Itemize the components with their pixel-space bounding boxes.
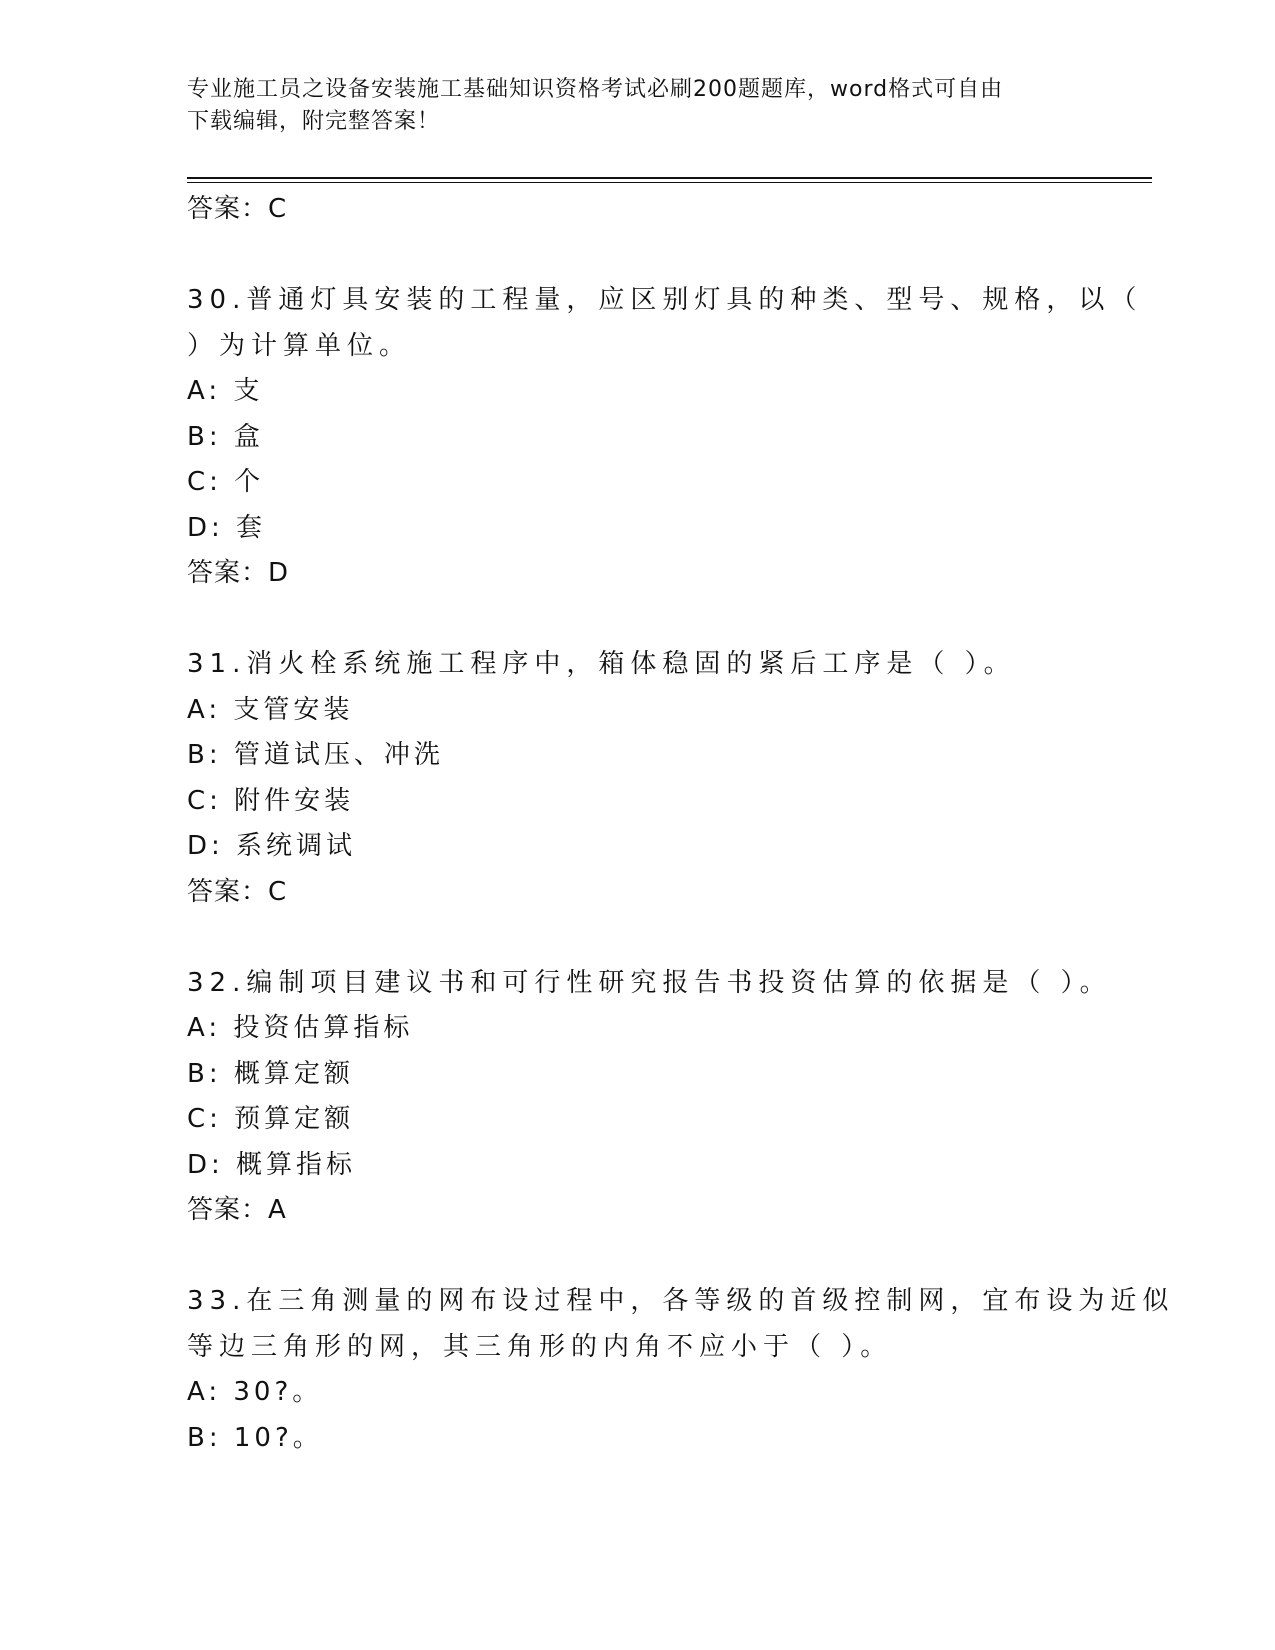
- question-31: [187, 642, 1087, 915]
- answer: 答案：C: [187, 876, 288, 907]
- option-a: A: 支管安装: [187, 694, 354, 725]
- header-title-line-2: 下载编辑，附完整答案！: [187, 109, 441, 134]
- option-c: C: 预算定额: [187, 1104, 355, 1134]
- option-b: B: 概算定额: [187, 1058, 354, 1089]
- question-text: 等边三角形的网，其三角形的内角不应小于（ ）。: [187, 1331, 893, 1362]
- option-d: D: 套: [187, 512, 267, 543]
- spacer: [187, 1234, 1087, 1280]
- option-c: C: 附件安装: [187, 785, 355, 816]
- question-text: 30.普通灯具安装的工程量，应区别灯具的种类、型号、规格，以（: [187, 285, 1143, 315]
- document-header: [187, 74, 1087, 138]
- question-33: [187, 1279, 1175, 1461]
- answer: 答案：A: [187, 1195, 287, 1225]
- spacer: [187, 233, 1087, 279]
- question-32: [187, 961, 1112, 1234]
- answer: 答案：D: [187, 558, 290, 588]
- option-b: B: 盒: [187, 421, 264, 452]
- header-title-line-1: 专业施工员之设备安装施工基础知识资格考试必刷200题题库，word格式可自由: [187, 77, 1004, 102]
- previous-answer: 答案：C: [187, 194, 288, 224]
- question-list: [187, 187, 1175, 1461]
- question-text: 32.编制项目建议书和可行性研究报告书投资估算的依据是（ ）。: [187, 967, 1112, 998]
- header-divider-thin: [187, 182, 1152, 183]
- option-a: A: 30?。: [187, 1377, 323, 1407]
- option-d: D: 概算指标: [187, 1149, 357, 1180]
- option-c: C: 个: [187, 467, 265, 497]
- question-text: ）为计算单位。: [187, 330, 412, 361]
- question-text: 33.在三角测量的网布设过程中，各等级的首级控制网，宜布设为近似: [187, 1286, 1175, 1316]
- option-b: B: 10?。: [187, 1422, 323, 1453]
- spacer: [187, 597, 1087, 643]
- option-a: A: 投资估算指标: [187, 1013, 414, 1043]
- option-a: A: 支: [187, 376, 264, 406]
- question-30: [187, 278, 1143, 597]
- header-divider-thick: [187, 177, 1152, 179]
- spacer: [187, 915, 1087, 961]
- question-text: 31.消火栓系统施工程序中，箱体稳固的紧后工序是（ ）。: [187, 649, 1016, 679]
- option-d: D: 系统调试: [187, 831, 357, 861]
- option-b: B: 管道试压、冲洗: [187, 740, 444, 770]
